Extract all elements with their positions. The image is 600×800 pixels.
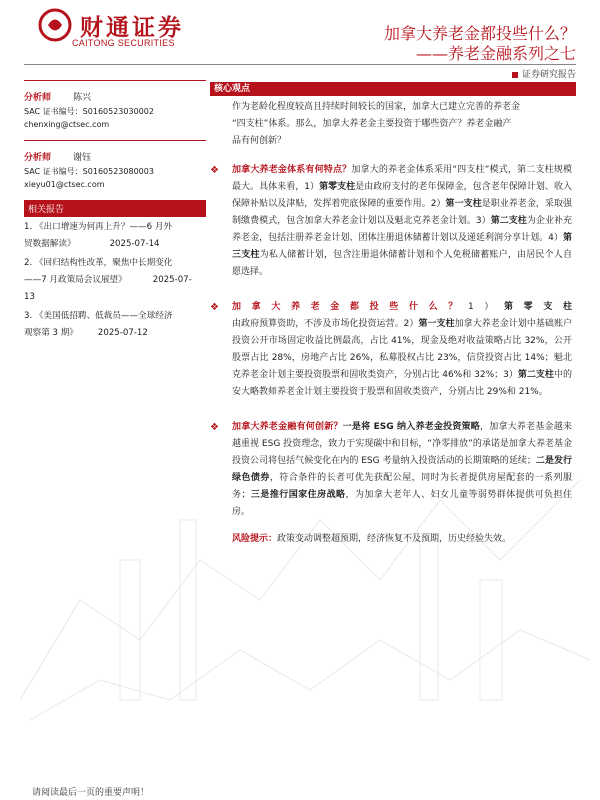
related-report-item[interactable] — [24, 255, 206, 306]
bullet-text: 第二支柱规模最大。具体来看，1） — [232, 165, 572, 192]
bullet-text: 1） — [467, 302, 504, 312]
related-report-date-cont: 13 — [24, 292, 35, 302]
analyst-email[interactable]: chenxing@ctsec.com — [24, 120, 110, 129]
analyst-name: 谢钰 — [73, 153, 92, 163]
bullet-text: ，符合条件的长者可优先获配公屋，同时为长者提供房屋配套的一系列服务； — [232, 473, 572, 500]
bullet-text: 为私人储蓄计划，包含注册退休储蓄计划和个人免税储蓄账户，由居民个人自愿选择。 — [232, 250, 572, 277]
related-report-title-cont: 贸数据解读》 — [24, 239, 76, 249]
related-report-date: 2025-07-14 — [109, 239, 160, 249]
bullet-text: 是职业养老金，采取强制缴费模式，包含加拿大养老金计划以及魁北克养老金计划。3） — [232, 199, 572, 226]
bullet-text: 中的安大略教师养老金计划主要投资于股票和固收类资产，分别占比 29%和 21%。 — [232, 370, 572, 397]
bullet-keyword: 第一支柱 — [445, 199, 482, 209]
related-report-title-cont: ——7 月政策局会议展望》 — [24, 275, 127, 285]
analyst-divider — [24, 140, 206, 141]
bullet-keyword: 第三支柱 — [232, 233, 572, 260]
bullet-innovation — [210, 419, 576, 521]
report-title: 加拿大养老金都投些什么？ — [383, 24, 576, 43]
related-report-title: 2. 《回归结构性改革，聚焦中长期变化 — [24, 258, 173, 268]
report-type-tag — [512, 67, 576, 80]
bullet-text: ，为加拿大老年人、妇女儿童等弱势群体提供可负担住房。 — [232, 490, 572, 517]
bullet-keyword: 第一支柱 — [418, 319, 455, 329]
related-reports-header: 相关报告 — [24, 200, 206, 217]
related-report-title-cont: 观察第 3 期》 — [24, 328, 78, 338]
analyst-email[interactable]: xieyu01@ctsec.com — [24, 180, 105, 189]
caitong-logo-icon — [38, 8, 72, 42]
diamond-bullet-icon: ❖ — [210, 165, 219, 176]
bullet-text: 加拿大养老金计划中基础账户投资公开市场固定收益比例最高，占比 41%，现金及绝对收益策略占比 32%，公开股票占比 28%，房地产占比 26%，私募股权占比 23%，信贷投资占比 14%；魁北克养老金计划主要投资股票和固收类资产，分别占比 46%和 32%；3） — [232, 319, 572, 380]
report-type-label: 证券研究报告 — [521, 70, 576, 80]
bullet-text: 由政府预算资助，不涉及市场化投资运营。2） — [232, 319, 419, 329]
risk-label: 风险提示： — [232, 534, 278, 544]
related-report-date: 2025-07-12 — [97, 328, 148, 338]
bullet-text: 是由政府支付的老年保障金，包含老年保障计划、收入保障补贴以及津贴，发挥着兜底保障的重要作用。2） — [232, 182, 572, 209]
disclaimer-note: 请阅读最后一页的重要声明！ — [32, 788, 150, 798]
diamond-bullet-icon: ❖ — [210, 422, 219, 433]
analyst-sac: SAC 证书编号：S0160523080003 — [24, 167, 154, 176]
risk-text: 政策变动调整超预期，经济恢复不及预期，历史经验失效。 — [277, 534, 512, 544]
bullet-question: 加拿大养老金都投些什么？ — [232, 302, 468, 312]
related-report-date: 2025-07- — [152, 275, 192, 285]
core-views — [210, 82, 576, 548]
header-divider — [24, 64, 576, 65]
risk-warning — [210, 531, 576, 548]
related-report-title: 1. 《出口增速为何再上升？——6 月外 — [24, 222, 173, 232]
bullet-text: 加拿大的养老金体系采用“四支柱”模式， — [351, 165, 518, 175]
logo-english-name: CAITONG SECURITIES — [72, 38, 175, 48]
related-reports — [24, 200, 206, 342]
analyst-block — [24, 80, 206, 130]
analyst-sac: SAC 证书编号：S0160523030002 — [24, 107, 154, 116]
report-header — [0, 0, 600, 80]
logo-chinese-name: 财通证券 — [80, 15, 184, 41]
bullet-text: 为企业补充养老金，包括注册养老金计划、团体注册退休储蓄计划以及递延利润分享计划。4） — [232, 216, 572, 243]
bullet-keyword: 第零支柱 — [319, 182, 356, 192]
analyst-name: 陈兴 — [73, 93, 92, 103]
bullet-keyword: 第二支柱 — [517, 370, 554, 380]
analyst-role: 分析师 — [24, 93, 52, 103]
intro-line: 作为老龄化程度较高且持续时间较长的国家，加拿大已建立完善的养老金 — [232, 102, 521, 112]
bullet-pension-system — [210, 162, 576, 281]
intro-line: “四支柱”体系。那么，加拿大养老金主要投资于哪些资产？养老金融产 — [232, 119, 512, 129]
square-bullet-icon — [512, 72, 518, 78]
analyst-role: 分析师 — [24, 153, 52, 163]
intro-paragraph — [210, 99, 576, 150]
related-report-item[interactable] — [24, 219, 206, 253]
core-views-header: 核心观点 — [210, 82, 576, 96]
bullet-investments — [210, 299, 576, 401]
bullet-keyword: 二是发行绿色债券 — [232, 456, 572, 483]
bullet-text: ，加拿大养老基金越来越重视 ESG 投资理念，致力于实现碳中和目标，“净零排放”的承诺是加拿大养老基金投资公司将包括气候变化在内的 ESG 考量纳入投资活动的长期策略的延续； — [232, 422, 572, 466]
analyst-block — [24, 140, 206, 190]
analyst-divider — [24, 80, 206, 81]
diamond-bullet-icon: ❖ — [210, 302, 219, 313]
intro-line: 品有何创新？ — [232, 136, 287, 146]
bullet-question: 加拿大养老金融有何创新？ — [232, 422, 343, 432]
bullet-question: 加拿大养老金体系有何特点？ — [232, 165, 352, 175]
bullet-keyword: 三是推行国家住房战略 — [250, 490, 346, 500]
bullet-keyword: 第零支柱 — [504, 302, 572, 312]
related-report-item[interactable] — [24, 308, 206, 342]
related-report-title: 3. 《美国低招聘、低裁员——全球经济 — [24, 311, 173, 321]
bullet-keyword: 一是将 ESG 纳入养老金投资策略 — [342, 422, 480, 432]
bullet-keyword: 第二支柱 — [490, 216, 527, 226]
report-subtitle: ——养老金融系列之七 — [415, 44, 576, 63]
sidebar — [24, 80, 206, 342]
